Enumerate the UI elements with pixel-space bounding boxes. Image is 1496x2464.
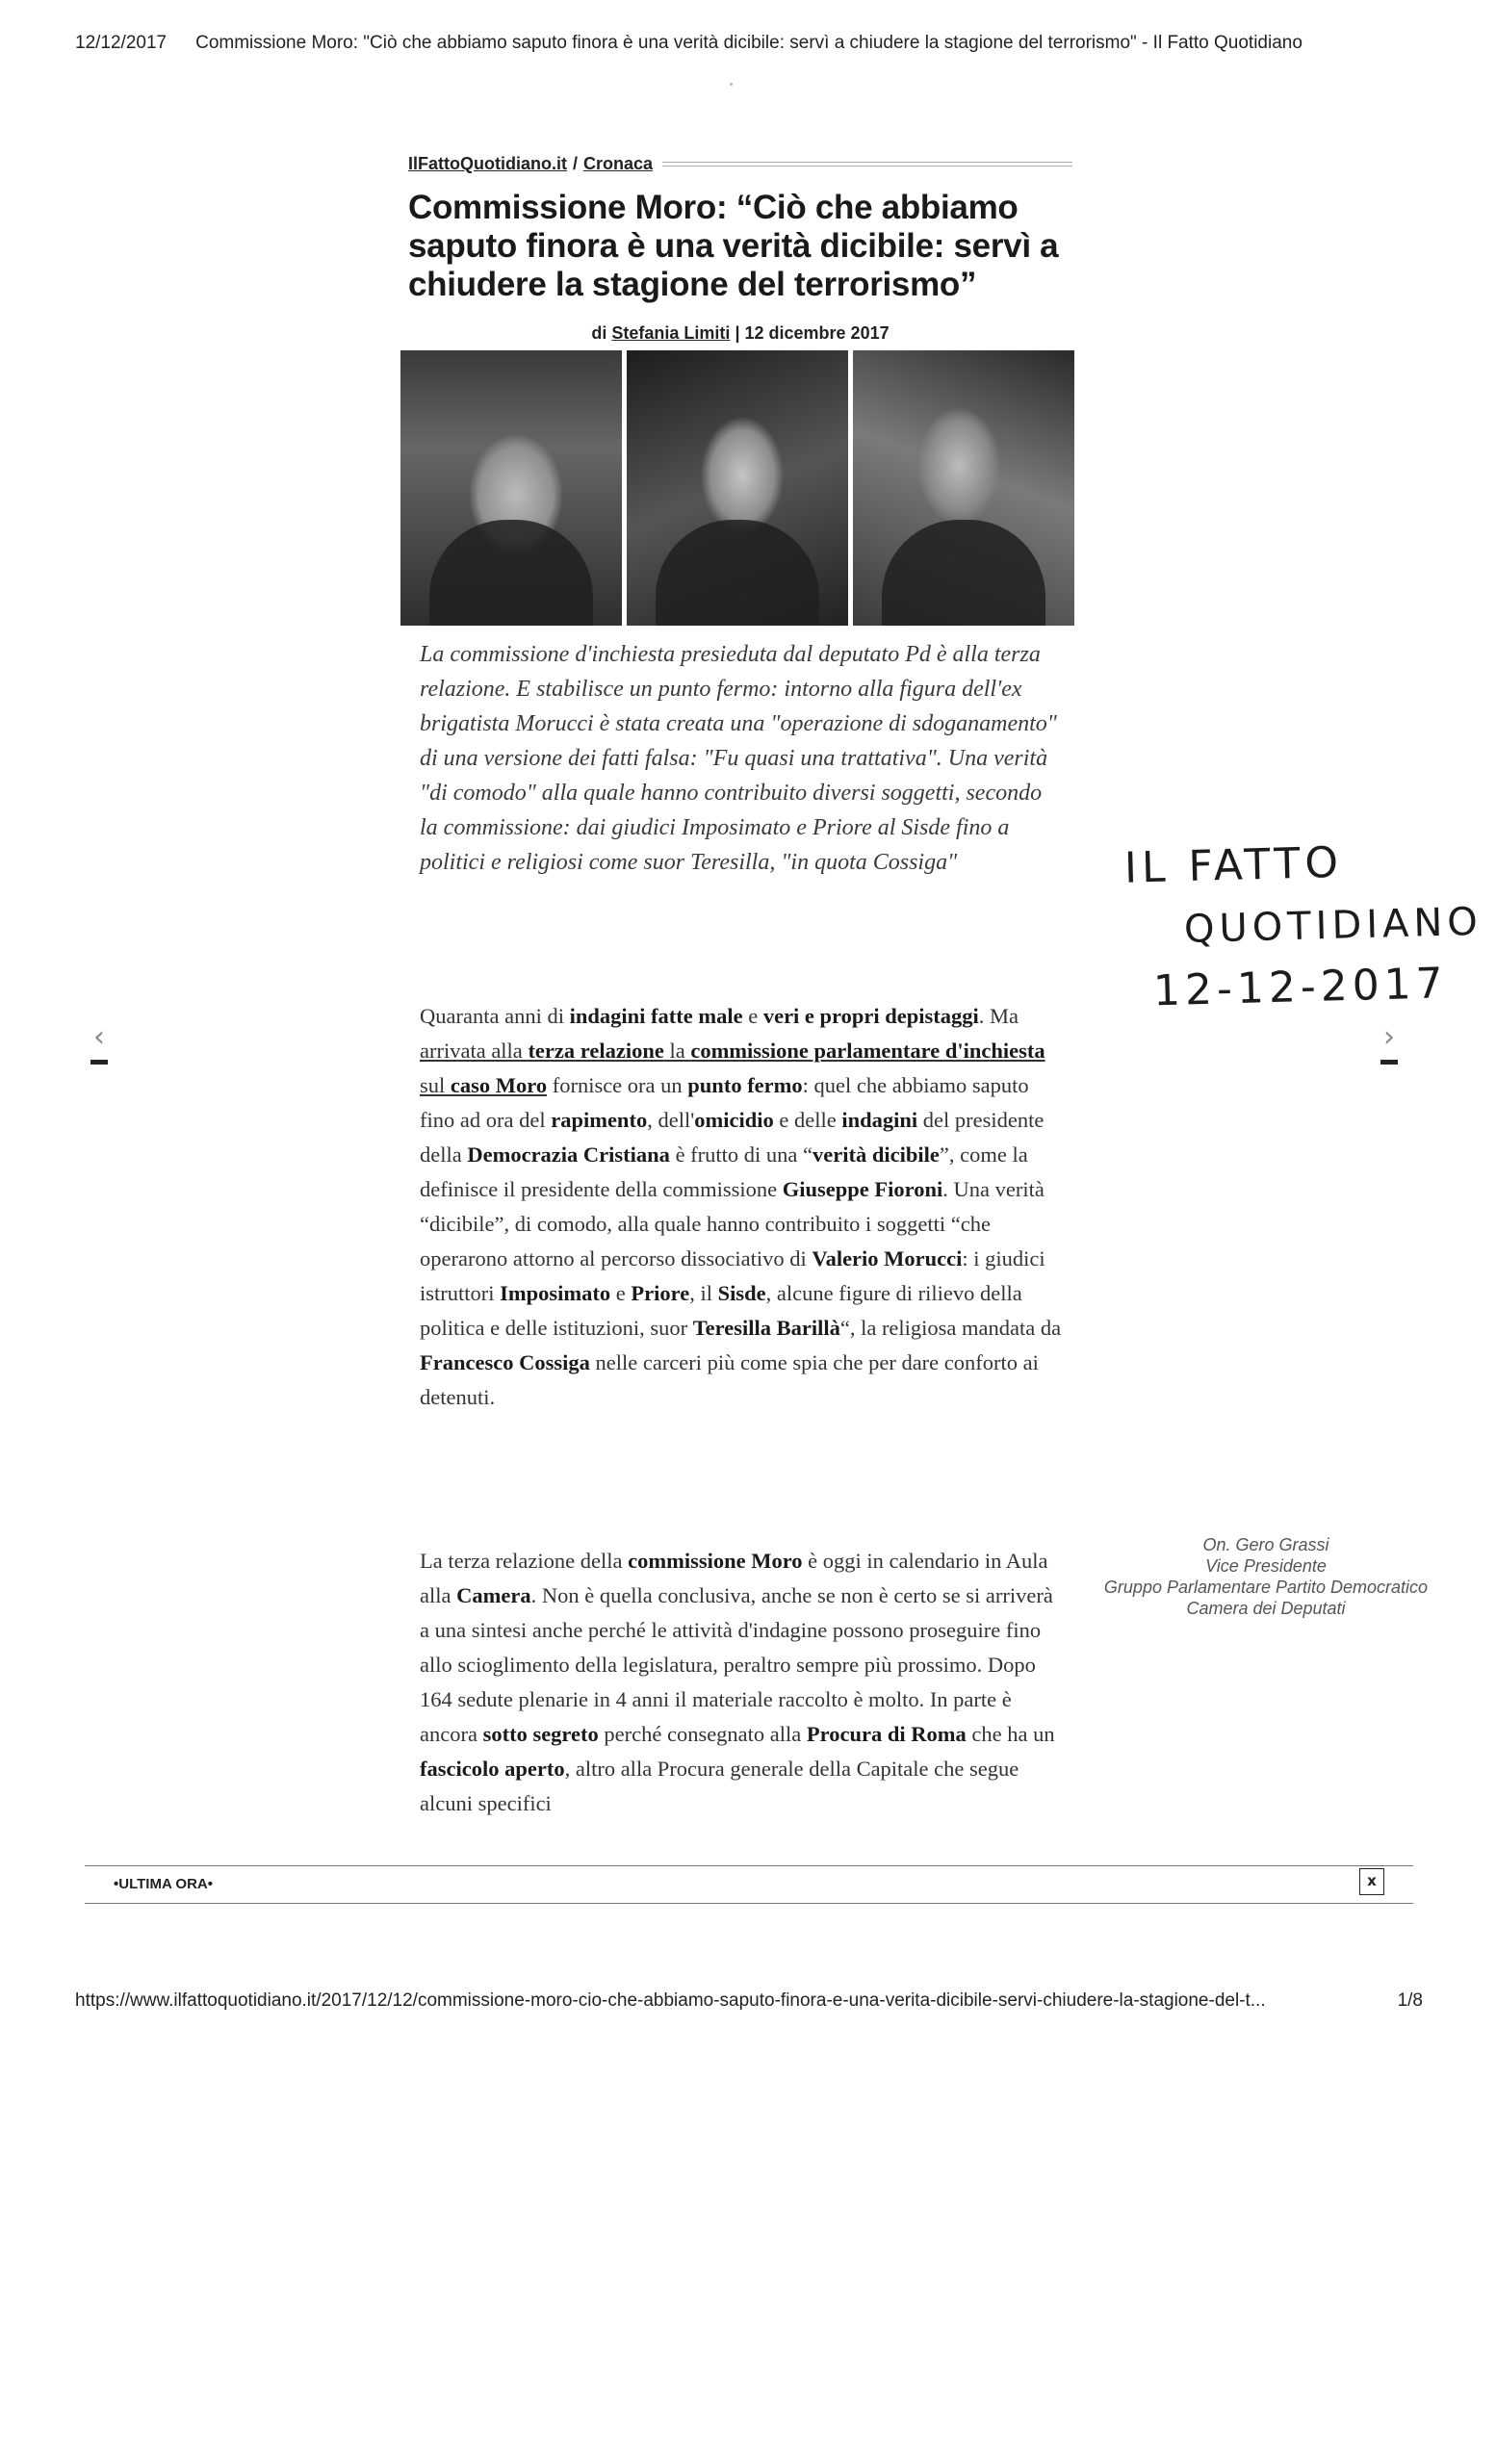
article-paragraph-1: Quaranta anni di indagini fatte male e veri e propri depistaggi. Ma arrivata alla terza relazione la commissione parlamentare d'inchiesta sul caso Moro fornisce ora un punto fermo: quel che abbiamo saputo fino ad ora del rapimento, dell'omicidio e delle indagini del presidente della Democrazia Cristiana è frutto di una “verità dicibile”, come la definisce il presidente della commissione Giuseppe Fioroni. Una verità “dicibile”, di comodo, alla quale hanno contribuito i soggetti “che operarono attorno al percorso dissociativo di Valerio Morucci: i giudici istruttori Imposimato e Priore, il Sisde, alcune figure di rilievo della politica e delle istituzioni, suor Teresilla Barillà“, la religiosa mandata da Francesco Cossiga nelle carceri più come spia che per dare conforto ai detenuti. xyxy=(420,1004,1062,1409)
breadcrumb xyxy=(408,152,1072,175)
byline-prefix: di xyxy=(591,323,607,343)
print-page-title: Commissione Moro: "Ciò che abbiamo saputo finora è una verità dicibile: servì a chiudere la stagione del terrorismo" - Il Fatto Quotidiano xyxy=(195,33,1303,53)
article-photo-1 xyxy=(400,350,622,626)
breadcrumb-rule xyxy=(662,162,1072,167)
article-paragraph-2: La terza relazione della commissione Moro è oggi in calendario in Aula alla Camera. Non è quella conclusiva, anche se non è certo se si arriverà a una sintesi anche perché le attività d'indagine possono proseguire fino allo scioglimento della legislatura, peraltro sempre più prossimo. Dopo 164 sedute plenarie in 4 anni il materiale raccolto è molto. In parte è ancora sotto segreto perché consegnato alla Procura di Roma che ha un fascicolo aperto, altro alla Procura generale della Capitale che segue alcuni specifici xyxy=(420,1549,1055,1815)
article-photo-2 xyxy=(627,350,848,626)
breadcrumb-section-link[interactable]: Cronaca xyxy=(583,153,654,173)
breadcrumb-separator: / xyxy=(572,153,578,173)
next-article-button[interactable] xyxy=(1375,1020,1404,1065)
stamp-line-3: Gruppo Parlamentare Partito Democratico xyxy=(1103,1578,1429,1597)
byline-separator: | xyxy=(735,323,740,343)
print-header xyxy=(75,33,1442,54)
article-byline xyxy=(408,323,1072,344)
chevron-left-icon: ‹ xyxy=(93,1020,105,1054)
print-footer xyxy=(75,1990,1423,2012)
author-link[interactable]: Stefania Limiti xyxy=(611,323,731,343)
article-photo-strip xyxy=(400,350,1074,626)
print-date: 12/12/2017 xyxy=(75,33,168,53)
nav-right-bar xyxy=(1380,1060,1398,1065)
article-date: 12 dicembre 2017 xyxy=(744,323,890,343)
ultima-ora-bar xyxy=(85,1865,1413,1904)
article-title: Commissione Moro: “Ciò che abbiamo saputo finora è una verità dicibile: servì a chiudere la stagione del terrorismo” xyxy=(408,189,1059,303)
article-lead: La commissione d'inchiesta presieduta dal deputato Pd è alla terza relazione. E stabilisce un punto fermo: intorno alla figura dell'ex brigatista Morucci è stata creata una "operazione di sdoganamento" di una versione dei fatti falsa: "Fu quasi una trattativa". Una verità "di comodo" alla quale hanno contribuito diversi soggetti, secondo la commissione: dai giudici Imposimato e Priore al Sisde fino a politici e religiosi come suor Teresilla, "in quota Cossiga" xyxy=(420,642,1057,875)
stamp-line-1: On. Gero Grassi xyxy=(1202,1535,1329,1554)
prev-article-button[interactable] xyxy=(85,1020,114,1065)
handwritten-annotation xyxy=(1123,834,1483,1018)
deputy-stamp xyxy=(1059,1534,1473,1619)
terza-relazione-link[interactable]: arrivata alla terza relazione la commissione parlamentare d'inchiesta sul caso Moro xyxy=(420,1039,1045,1097)
chevron-right-icon: › xyxy=(1383,1020,1395,1054)
stamp-line-2: Vice Presidente xyxy=(1205,1556,1327,1576)
ultima-ora-label: •ULTIMA ORA• xyxy=(114,1876,213,1892)
print-url: https://www.ilfattoquotidiano.it/2017/12/12/commissione-moro-cio-che-abbiamo-saputo-finora-e-una-verita-dicibile-servi-chiudere-la-stagione-del-t... xyxy=(75,1990,1266,2011)
article-photo-3 xyxy=(853,350,1074,626)
handwritten-line-1: IL FATTO xyxy=(1123,837,1344,893)
stamp-line-4: Camera dei Deputati xyxy=(1186,1599,1346,1618)
close-icon[interactable]: x xyxy=(1359,1868,1384,1895)
breadcrumb-site-link[interactable]: IlFattoQuotidiano.it xyxy=(408,153,567,173)
scan-speck xyxy=(730,83,733,86)
handwritten-line-2: QUOTIDIANO xyxy=(1183,899,1483,952)
nav-left-bar xyxy=(90,1060,108,1065)
print-page-number: 1/8 xyxy=(1397,1990,1423,2011)
handwritten-line-3: 12-12-2017 xyxy=(1152,959,1449,1016)
